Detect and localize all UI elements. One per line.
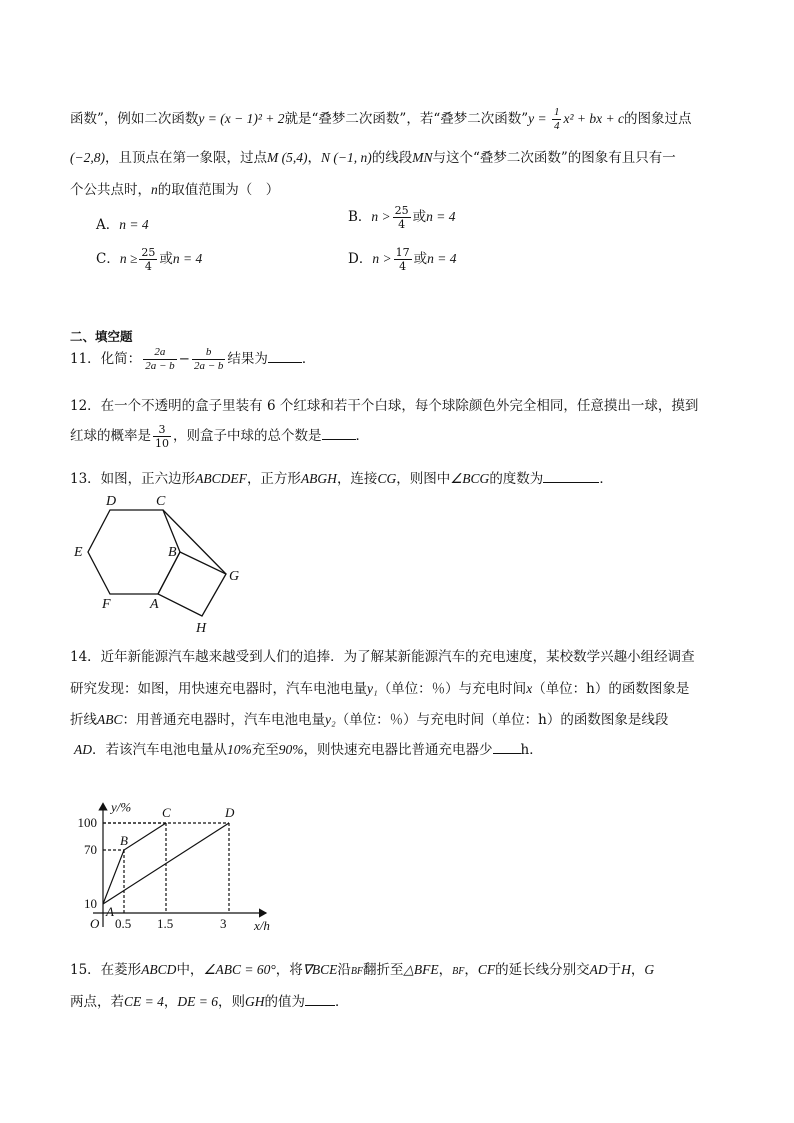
option-c[interactable]: C．n ≥ $\frac{25}{4}$ 或n = 4 <box>96 246 203 273</box>
hexagon <box>88 510 180 594</box>
label-b: B <box>168 545 177 560</box>
answer-blank[interactable] <box>268 362 302 363</box>
option-b[interactable]: B．n > $\frac{25}{4}$ 或n = 4 <box>348 204 456 231</box>
q10-line1: 函数”，例如二次函数y = (x − 1)² + 2就是“叠梦二次函数”，若“叠梦二次函数”y = $\frac{1}{4}$ x² + bx + c的图象过点 <box>70 106 692 132</box>
point-label-A: A <box>106 904 114 919</box>
label-e: E <box>74 545 83 560</box>
label-h: H <box>196 621 207 636</box>
label-a: A <box>150 597 159 612</box>
q15-line2: 两点，若CE = 4，DE = 6，则GH的值为 ． <box>70 994 349 1010</box>
origin-label: O <box>90 916 100 931</box>
option-d[interactable]: D．n > $\frac{17}{4}$ 或n = 4 <box>348 246 457 273</box>
q12-line1: 12．在一个不透明的盒子里装有 6 个红球和若干个白球，每个球除颜色外完全相同，任意摸出一球，摸到 <box>70 398 699 414</box>
q14-line2: 研究发现：如图，用快速充电器时，汽车电池电量y₁（单位：％）与充电时间x（单位：h）的函数图象是 <box>70 681 690 697</box>
y-tick-label: 70 <box>84 842 97 857</box>
q12-line2: 红球的概率是 $\frac{3}{10}$ ，则盒子中球的总个数是 ． <box>70 423 369 450</box>
answer-blank[interactable] <box>305 1005 335 1006</box>
segment-cg <box>163 510 226 574</box>
q10-line2: (−2,8)，且顶点在第一象限，过点M (5,4)，N (−1, n)的线段MN与这个“叠梦二次函数”的图象有且只有一 <box>70 150 676 166</box>
fraction-1-4: $\frac{1}{4}$ <box>553 106 560 132</box>
x-tick-label: 1.5 <box>157 916 174 931</box>
q11: 11．化简： $\frac{2a}{2a - b}$ − $\frac{b}{2a - b}$ 结果为 ． <box>70 346 316 372</box>
point-label-B: B <box>120 833 128 848</box>
answer-blank[interactable] <box>493 753 521 754</box>
point-label-C: C <box>162 805 171 820</box>
hexagon-square-figure <box>60 488 260 638</box>
q14-line3: 折线ABC：用普通充电器时，汽车电池电量y₂（单位：％）与充电时间（单位：h）的函数图象是线段 <box>70 712 669 728</box>
y-tick-label: 10 <box>84 896 97 911</box>
q14-line1: 14．近年新能源汽车越来越受到人们的追捧．为了解某新能源汽车的充电速度，某校数学兴趣小组经调查 <box>70 649 695 665</box>
charging-chart <box>72 763 272 935</box>
x-axis-label: x/h <box>254 918 270 933</box>
point-label-D: D <box>225 805 235 820</box>
q15-line1: 15．在菱形ABCD中，∠ABC = 60°，将∇BCE沿BF翻折至△BFE，BF，CF的延长线分别交AD于H，G <box>70 962 655 978</box>
option-a[interactable]: A．n = 4 <box>96 217 149 233</box>
section-title: 二、填空题 <box>70 329 133 344</box>
answer-blank[interactable] <box>322 439 356 440</box>
y-tick-label: 100 <box>77 815 97 830</box>
q13-text: 13．如图，正六边形ABCDEF，正方形ABGH，连接CG，则图中∠BCG的度数为 ． <box>70 471 613 487</box>
q14-line4: AD．若该汽车电池电量从10%充至90%，则快速充电器比普通充电器少 h． <box>74 742 543 758</box>
label-g: G <box>229 569 240 584</box>
series-line-1 <box>103 823 166 904</box>
answer-blank[interactable] <box>543 482 599 483</box>
square <box>158 552 226 616</box>
label-c: C <box>156 494 166 509</box>
label-f: F <box>102 597 111 612</box>
x-tick-label: 0.5 <box>115 916 132 931</box>
q10-line3: 个公共点时，n的取值范围为（ ） <box>70 182 280 198</box>
y-axis-label: y/% <box>111 799 132 815</box>
label-d: D <box>106 494 117 509</box>
x-tick-label: 3 <box>220 916 227 931</box>
